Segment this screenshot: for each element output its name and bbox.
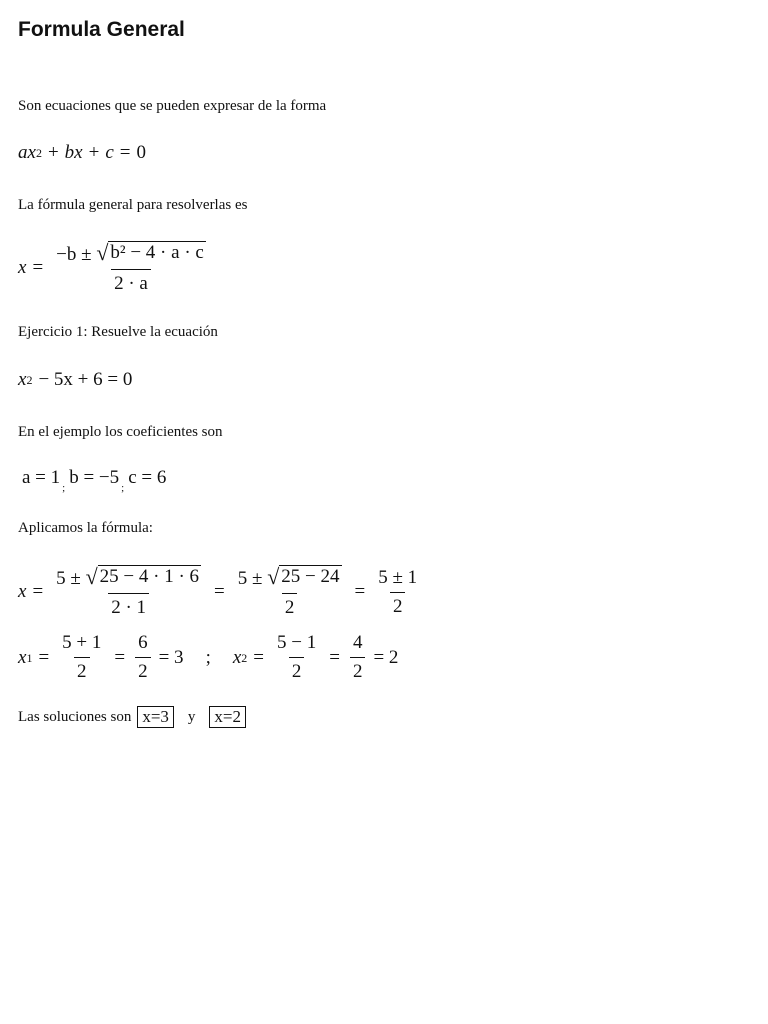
var-x: x: [18, 369, 27, 390]
coef-a-value: a = 1: [22, 467, 61, 488]
exercise-intro: Ejercicio 1: Resuelve la ecuación: [18, 324, 218, 340]
equals-op: =: [32, 581, 44, 602]
coef-b: b: [64, 142, 75, 163]
separator: ;: [205, 646, 211, 668]
root2-result: = 2: [373, 646, 399, 668]
separator: ;: [62, 482, 66, 494]
zero: 0: [136, 142, 146, 163]
var-x: x: [74, 142, 83, 163]
page-title: Formula General: [18, 18, 185, 41]
plus-op: +: [88, 142, 100, 163]
coefficients-line: [22, 467, 167, 494]
equation-rest: − 5x + 6 = 0: [38, 369, 133, 390]
coef-a: a: [18, 142, 28, 163]
roots-line: x 1 = $\frac{5 + 1}{2}$ = $\frac{6}{2}$ = 3 ; x 2 = $\frac{5 - 1}{2}$ = $\frac{4}{2}$ = 2: [18, 632, 399, 682]
formula-application: [18, 565, 424, 619]
solution-box-2: x=2: [209, 706, 246, 728]
coef-c: c: [105, 142, 114, 163]
var-x: x: [18, 257, 27, 278]
exercise-equation: x 2 − 5x + 6 = 0: [18, 369, 133, 390]
root1-simplified-fraction: $\frac{6}{2}$: [135, 632, 151, 683]
formula-denominator: 2 · a: [111, 269, 151, 295]
sqrt-symbol: √ b² − 4 · a · c: [96, 240, 204, 265]
var-x: x: [27, 142, 36, 163]
solutions-line: [18, 706, 246, 728]
coef-b-value: b = −5: [69, 467, 120, 488]
standard-form-equation: a x 2 + b x + c = 0: [18, 142, 146, 163]
equals-op: =: [329, 646, 340, 668]
equals-op: =: [32, 257, 44, 278]
equals-op: =: [119, 142, 131, 163]
var-x1: x: [18, 646, 27, 668]
application-fraction-2: 5 ± √ 25 − 24 2: [237, 564, 340, 618]
apply-formula-text: Aplicamos la fórmula:: [18, 520, 153, 536]
application-fraction-3: $\frac{5 \pm 1}{2}$: [378, 566, 418, 617]
intro-text: Son ecuaciones que se pueden expresar de la forma: [18, 98, 327, 114]
equals-op: =: [354, 581, 366, 602]
equals-op: =: [38, 646, 50, 668]
solutions-intro: Las soluciones son: [18, 709, 132, 725]
formula-numerator: −b ± √ b² − 4 · a · c: [56, 240, 204, 265]
equals-op: =: [253, 646, 264, 668]
coef-c-value: c = 6: [128, 467, 167, 488]
quadratic-formula: [18, 241, 213, 295]
general-formula-intro: La fórmula general para resolverlas es: [18, 197, 248, 213]
var-x2: x: [232, 646, 242, 668]
equals-op: =: [114, 646, 126, 668]
solution-box-1: x=3: [137, 706, 174, 728]
solutions-joiner: y: [187, 709, 196, 725]
separator: ;: [121, 482, 125, 494]
formula-fraction: [53, 241, 209, 295]
var-x: x: [18, 581, 27, 602]
root1-fraction: $\frac{5 + 1}{2}$: [62, 632, 102, 682]
root2-fraction: $\frac{5 - 1}{2}$: [277, 632, 317, 682]
root1-result: = 3: [158, 646, 184, 668]
coefficients-intro: En el ejemplo los coeficientes son: [18, 424, 223, 440]
sqrt-symbol: √ 25 − 4 · 1 · 6: [85, 564, 200, 589]
application-fraction-1: 5 ± √ 25 − 4 · 1 · 6 2 · 1: [56, 564, 200, 618]
plus-op: +: [47, 142, 59, 163]
sqrt-symbol: √ 25 − 24: [267, 564, 340, 589]
equals-op: =: [214, 581, 225, 602]
root2-simplified-fraction: $\frac{4}{2}$: [350, 632, 366, 683]
